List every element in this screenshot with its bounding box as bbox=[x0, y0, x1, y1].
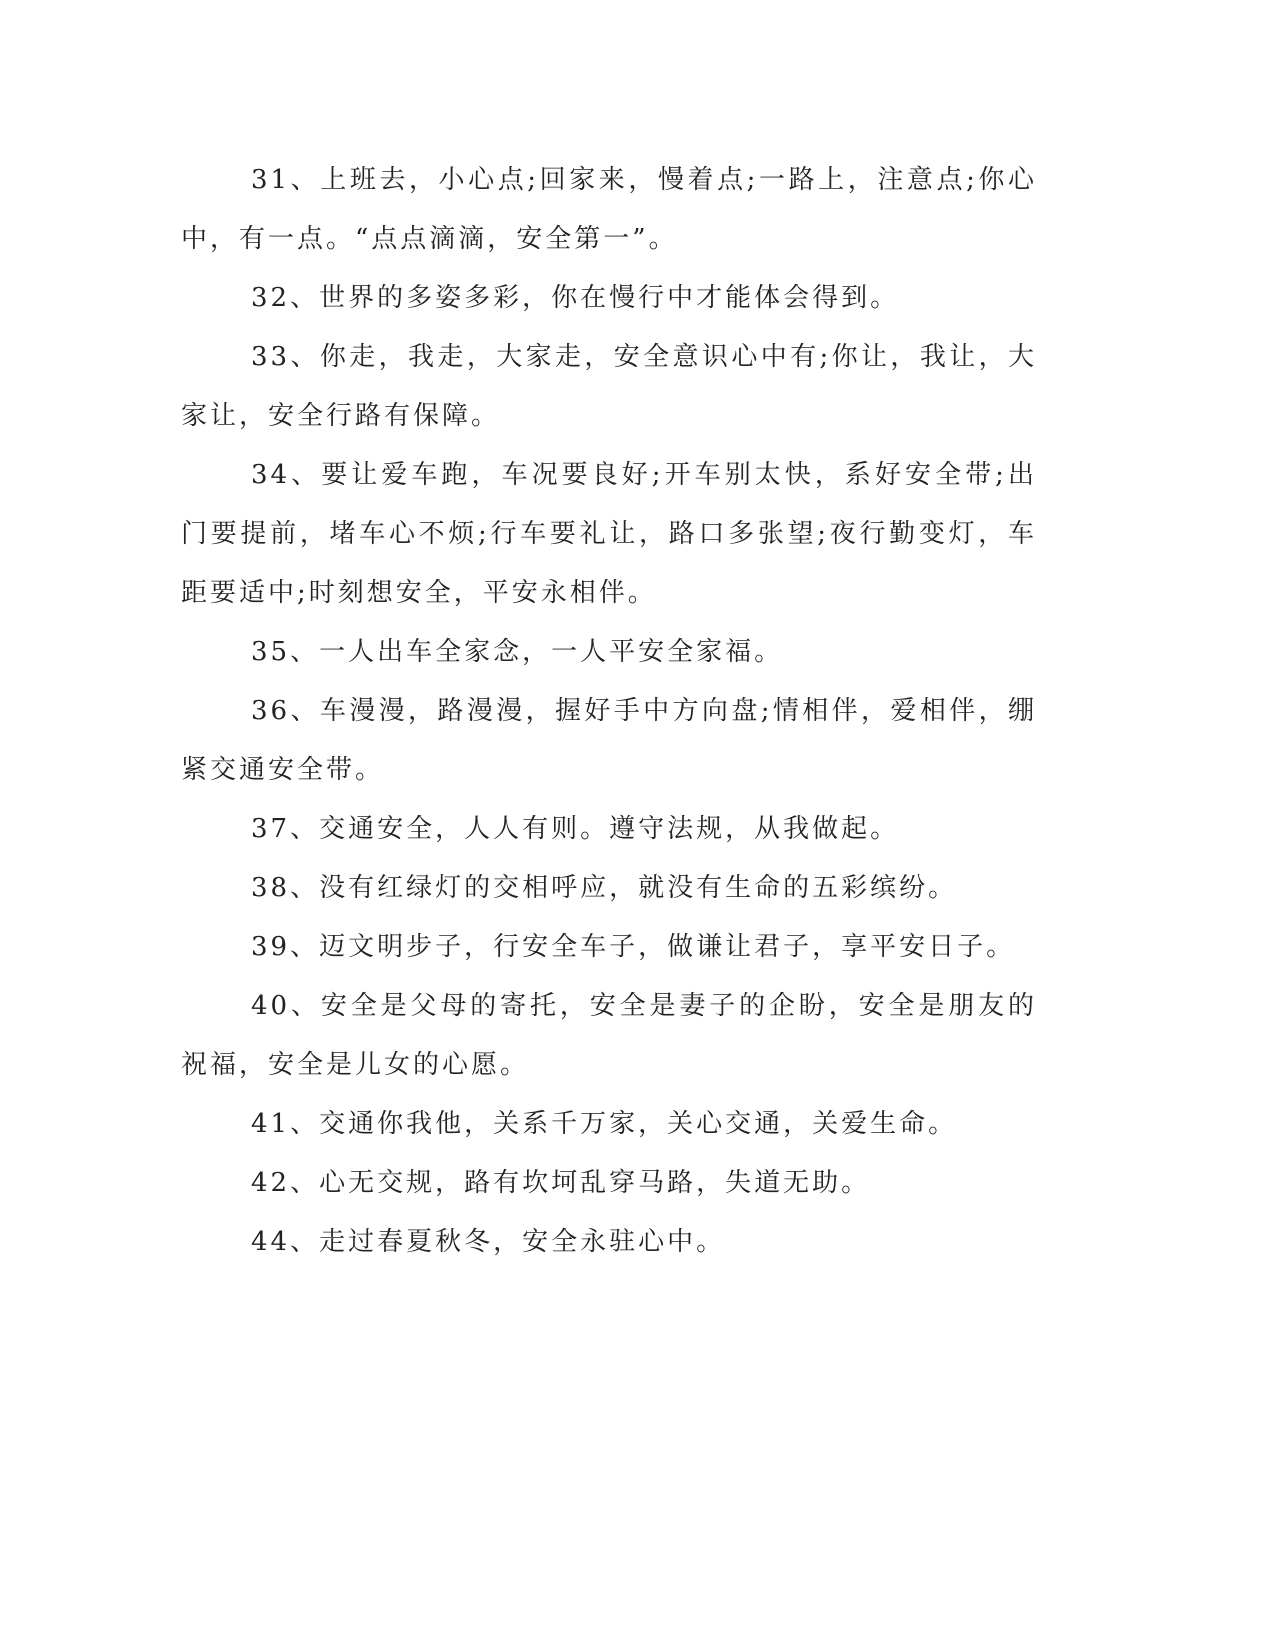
paragraph-35: 35、一人出车全家念，一人平安全家福。 bbox=[251, 637, 784, 667]
paragraph-44: 44、走过春夏秋冬，安全永驻心中。 bbox=[251, 1227, 726, 1257]
paragraph-40: 40、安全是父母的寄托，安全是妻子的企盼，安全是朋友的祝福，安全是儿女的心愿。 bbox=[181, 991, 1037, 1080]
paragraph-31: 31、上班去，小心点;回家来，慢着点;一路上，注意点;你心中，有一点。“点点滴滴，安全第一”。 bbox=[181, 165, 1037, 254]
paragraph-32: 32、世界的多姿多彩，你在慢行中才能体会得到。 bbox=[251, 283, 900, 313]
paragraph-37: 37、交通安全，人人有则。遵守法规，从我做起。 bbox=[251, 814, 900, 844]
paragraph-38: 38、没有红绿灯的交相呼应，就没有生命的五彩缤纷。 bbox=[251, 873, 958, 903]
paragraph-41: 41、交通你我他，关系千万家，关心交通，关爱生命。 bbox=[251, 1109, 958, 1139]
paragraph-34: 34、要让爱车跑，车况要良好;开车别太快，系好安全带;出门要提前，堵车心不烦;行车要礼让，路口多张望;夜行勤变灯，车距要适中;时刻想安全，平安永相伴。 bbox=[181, 460, 1037, 608]
paragraph-36: 36、车漫漫，路漫漫，握好手中方向盘;情相伴，爱相伴，绷紧交通安全带。 bbox=[181, 696, 1037, 785]
paragraph-42: 42、心无交规，路有坎坷乱穿马路，失道无助。 bbox=[251, 1168, 871, 1198]
paragraph-33: 33、你走，我走，大家走，安全意识心中有;你让，我让，大家让，安全行路有保障。 bbox=[181, 342, 1037, 431]
paragraph-39: 39、迈文明步子，行安全车子，做谦让君子，享平安日子。 bbox=[251, 932, 1016, 962]
document-body bbox=[181, 151, 1037, 1272]
